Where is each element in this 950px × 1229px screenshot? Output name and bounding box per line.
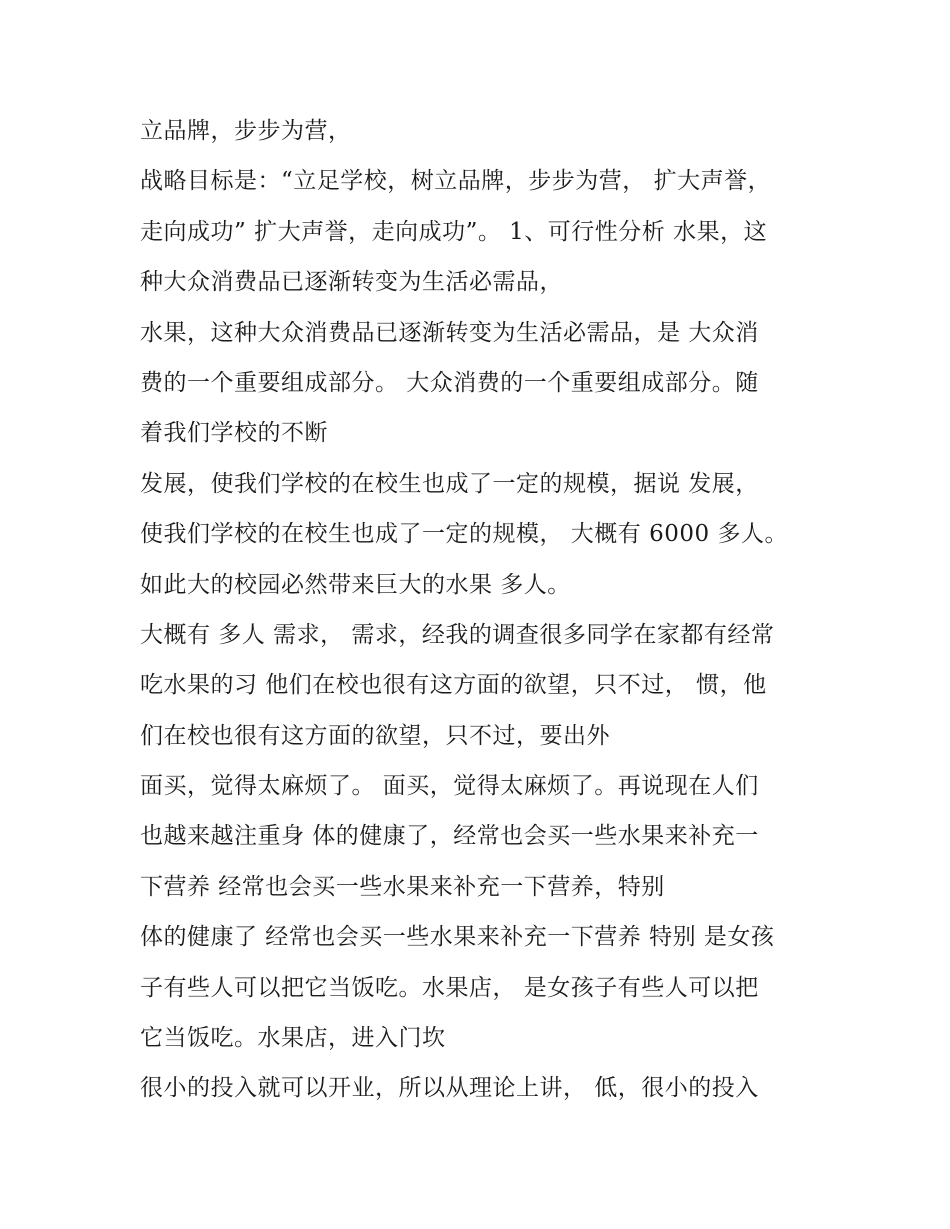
text-line: 立品牌，步步为营，: [140, 118, 352, 144]
text-line: 它当饭吃。水果店，进入门坎: [140, 1025, 446, 1052]
text-line: 水果，这种大众消费品已逐渐转变为生活必需品，是 大众消: [140, 319, 759, 346]
text-line: 种大众消费品已逐渐转变为生活必需品，: [140, 269, 563, 296]
text-line: 走向成功” 扩大声誉，走向成功”。 1、可行性分析 水果，这: [140, 218, 768, 245]
text-line: 面买，觉得太麻烦了。 面买，觉得太麻烦了。再说现在人们: [140, 773, 759, 800]
text-line: 发展，使我们学校的在校生也成了一定的规模，据说 发展，: [140, 470, 759, 497]
text-line: 费的一个重要组成部分。 大众消费的一个重要组成部分。随: [140, 369, 759, 396]
text-line: 如此大的校园必然带来巨大的水果 多人。: [140, 571, 571, 598]
text-line: 也越来越注重身 体的健康了，经常也会买一些水果来补充一: [140, 823, 759, 850]
text-line: 吃水果的习 他们在校也很有这方面的欲望，只不过， 惯，他: [140, 672, 767, 699]
text-line: 子有些人可以把它当饭吃。水果店， 是女孩子有些人可以把: [140, 974, 759, 1001]
text-line: 下营养 经常也会买一些水果来补充一下营养，特别: [140, 873, 665, 900]
text-line: 们在校也很有这方面的欲望，只不过，要出外: [140, 722, 610, 749]
document-body: [140, 109, 820, 1117]
text-line: 使我们学校的在校生也成了一定的规模， 大概有 6000 多人。: [140, 521, 788, 548]
text-line: 大概有 多人 需求， 需求，经我的调查很多同学在家都有经常: [140, 621, 775, 648]
text-line: 体的健康了 经常也会买一些水果来补充一下营养 特别 是女孩: [140, 924, 775, 951]
text-line: 很小的投入就可以开业，所以从理论上讲， 低，很小的投入: [140, 1075, 759, 1102]
text-line: 战略目标是：“立足学校，树立品牌，步步为营， 扩大声誉，: [140, 168, 772, 195]
text-line: 着我们学校的不断: [140, 420, 328, 447]
